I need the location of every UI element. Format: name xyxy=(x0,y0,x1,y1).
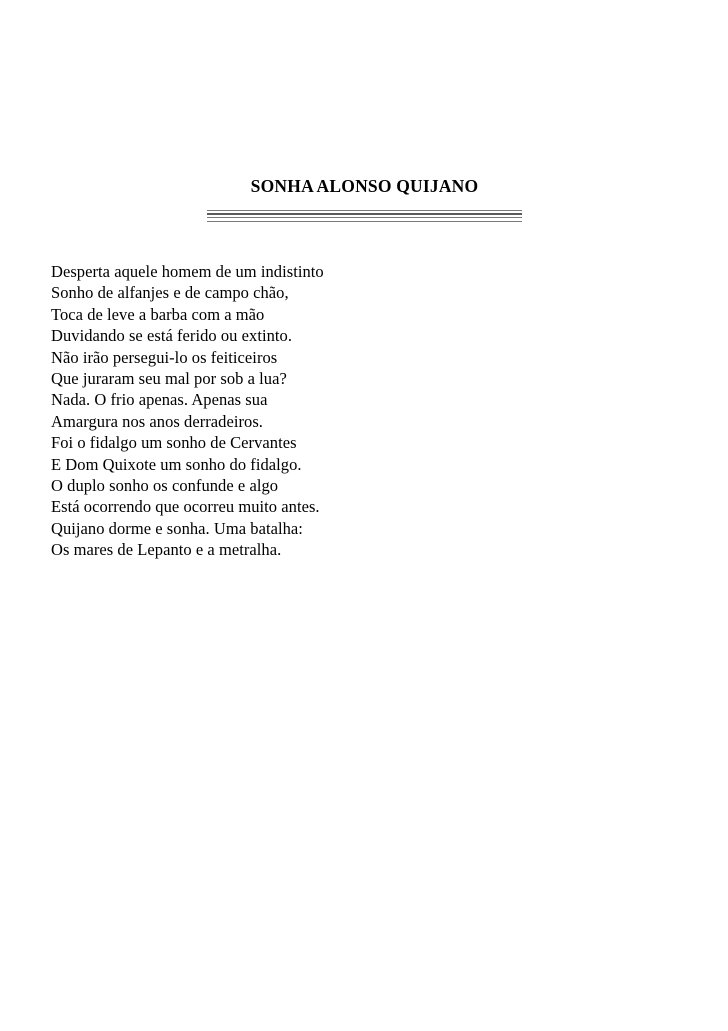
poem-line: E Dom Quixote um sonho do fidalgo. xyxy=(51,454,302,474)
poem-line: Não irão persegui-lo os feiticeiros xyxy=(51,347,278,367)
poem-line: Os mares de Lepanto e a metralha. xyxy=(51,540,282,560)
poem-line: O duplo sonho os confunde e algo xyxy=(51,476,279,496)
poem-line: Quijano dorme e sonha. Uma batalha: xyxy=(51,518,303,538)
poem-line: Sonho de alfanjes e de campo chão, xyxy=(51,283,289,303)
title-underline-rule xyxy=(207,210,522,211)
poem-line: Duvidando se está ferido ou extinto. xyxy=(51,326,292,346)
poem-title: SONHA ALONSO QUIJANO xyxy=(250,176,479,196)
poem-line: Está ocorrendo que ocorreu muito antes. xyxy=(51,497,320,517)
poem-line: Foi o fidalgo um sonho de Cervantes xyxy=(51,433,297,453)
poem-line: Nada. O frio apenas. Apenas sua xyxy=(51,390,268,410)
poem-line: Desperta aquele homem de um indistinto xyxy=(51,262,324,281)
poem-body xyxy=(51,261,691,561)
title-underline-rule xyxy=(207,213,522,215)
poem-line: Amargura nos anos derradeiros. xyxy=(51,411,263,431)
poem-line: Que juraram seu mal por sob a lua? xyxy=(51,369,287,389)
poem-line: Toca de leve a barba com a mão xyxy=(51,304,265,324)
title-underline-rule xyxy=(207,221,522,222)
title-underline-rule xyxy=(207,217,522,218)
